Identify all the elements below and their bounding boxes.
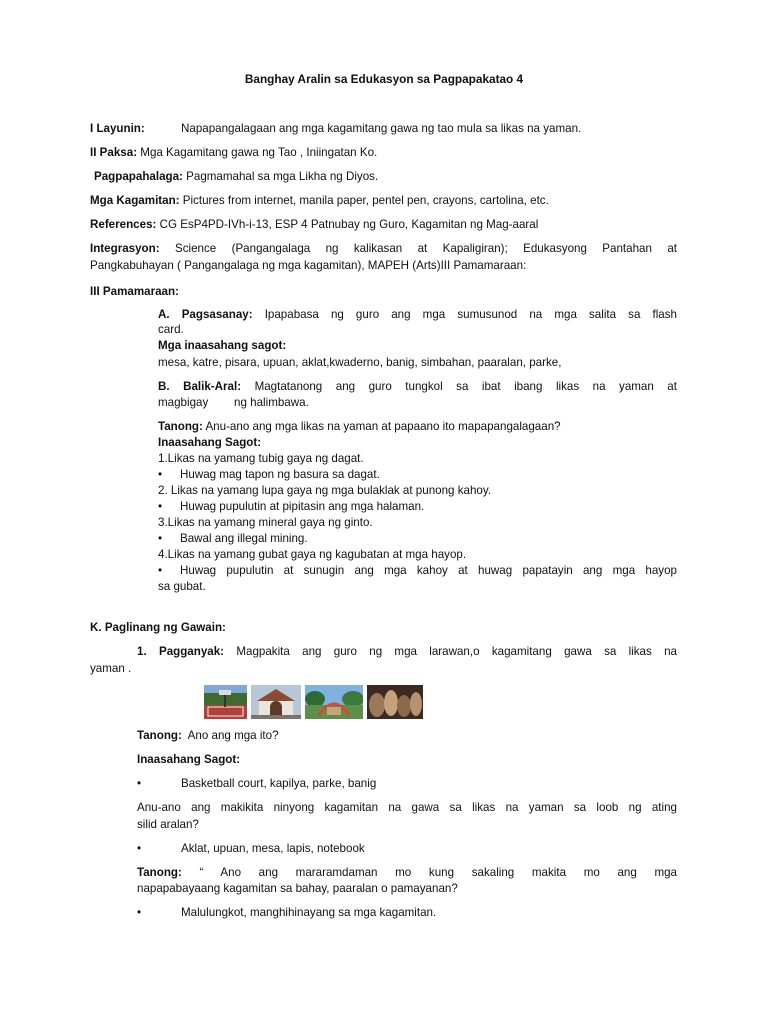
balik-aral-label: B. Balik-Aral: <box>158 380 242 393</box>
pagsasanay-line2: card. <box>158 323 184 336</box>
tanong2: Tanong: Ano ang mga ito? <box>137 729 279 742</box>
pagpapahalaga-text: Pagmamahal sa mga Likha ng Diyos. <box>182 170 379 183</box>
balik-aral-line2: magbigay ng halimbawa. <box>158 396 309 409</box>
image-strip <box>204 685 423 719</box>
basketball-court-photo <box>204 685 247 719</box>
answer-bullet-2: • Aklat, upuan, mesa, lapis, notebook <box>137 842 365 855</box>
tanong3-label: Tanong: <box>137 866 182 879</box>
list-item: • Huwag pupulutin at sunugin ang mga kahoy at huwag papatayin ang mga hayop <box>158 564 677 577</box>
pagsasanay-label: A. Pagsasanay: <box>158 308 253 321</box>
list-item: 3.Likas na yamang mineral gaya ng ginto. <box>158 516 373 529</box>
tanong3-line1: Tanong: “ Ano ang mararamdaman mo kung sakaling makita mo ang mga <box>137 866 677 879</box>
inaasahang2: Inaasahang Sagot: <box>137 753 241 766</box>
integrasyon-line1: Integrasyon: Science (Pangangalaga ng kalikasan at Kapaligiran); Edukasyong Pantahan at <box>90 242 677 255</box>
list-item: • Bawal ang illegal mining. <box>158 532 308 545</box>
kagamitan-label: Mga Kagamitan: <box>90 194 180 207</box>
paglinang-heading: K. Paglinang ng Gawain: <box>90 621 226 634</box>
park-photo <box>305 685 363 719</box>
bullet-icon: • <box>137 777 142 790</box>
layunin-label: I Layunin: <box>90 122 145 135</box>
list-item: 4.Likas na yamang gubat gaya ng kagubatan at mga hayop. <box>158 548 467 561</box>
pagpapahalaga-label: Pagpapahalaga: <box>94 170 183 183</box>
answer-bullet-3: • Malulungkot, manghihinayang sa mga kagamitan. <box>137 906 437 919</box>
tanong3-line2: napapabayaang kagamitan sa bahay, paaralan o pamayanan? <box>137 882 458 895</box>
bullet-icon: • <box>158 468 163 481</box>
list-item: 1.Likas na yamang tubig gaya ng dagat. <box>158 452 364 465</box>
pagganyak-line2: yaman . <box>90 662 132 675</box>
bullet-icon: • <box>158 564 163 577</box>
tanong1: Tanong: Anu-ano ang mga likas na yaman at papaano ito mapapangalagaan? <box>158 420 561 433</box>
pagganyak-label: 1. Pagganyak: <box>137 645 225 658</box>
bullet-icon: • <box>137 842 142 855</box>
list-item: 2. Likas na yamang lupa gaya ng mga bulaklak at punong kahoy. <box>158 484 492 497</box>
integrasyon-line2: Pangkabuhayan ( Pangangalaga ng mga kagamitan), MAPEH (Arts)III Pamamaraan: <box>90 259 527 272</box>
mat-photo <box>367 685 423 719</box>
list-item: • Huwag pupulutin at pipitasin ang mga halaman. <box>158 500 425 513</box>
pagsasanay-sagot-label: Mga inaasahang sagot: <box>158 339 287 352</box>
pagsasanay-line1: A. Pagsasanay: Ipapabasa ng guro ang mga sumusunod na mga salita sa flash <box>158 308 677 321</box>
balik-aral-line1: B. Balik-Aral: Magtatanong ang guro tungkol sa ibat ibang likas na yaman at <box>158 380 677 393</box>
bullet-icon: • <box>158 532 163 545</box>
question2-line1: Anu-ano ang makikita ninyong kagamitan na gawa sa likas na yaman sa loob ng ating <box>137 801 677 814</box>
pagganyak-line1: 1. Pagganyak: Magpakita ang guro ng mga larawan,o kagamitang gawa sa likas na <box>137 645 677 658</box>
references-section <box>90 217 690 233</box>
likas-list <box>158 451 677 594</box>
tanong2-label: Tanong: <box>137 729 182 742</box>
question2-line2: silid aralan? <box>137 818 199 831</box>
document-title: Banghay Aralin sa Edukasyon sa Pagpapakatao 4 <box>244 72 524 86</box>
pagsasanay-sagot: mesa, katre, pisara, upuan, aklat,kwaderno, banig, simbahan, paaralan, parke, <box>158 356 562 369</box>
references-label: References: <box>90 218 157 231</box>
pamamaraan-heading: III Pamamaraan: <box>90 285 179 298</box>
kagamitan-section <box>90 193 690 209</box>
paksa-section <box>90 145 690 161</box>
list-item-continued: sa gubat. <box>158 579 206 593</box>
inaasahang1: Inaasahang Sagot: <box>158 436 262 449</box>
bullet-icon: • <box>137 906 142 919</box>
layunin-text: Napapangalagaan ang mga kagamitang gawa ng tao mula sa likas na yaman. <box>181 122 582 135</box>
chapel-photo <box>251 685 301 719</box>
pagpapahalaga-section <box>94 169 694 185</box>
paksa-label: II Paksa: <box>90 146 138 159</box>
list-item: • Huwag mag tapon ng basura sa dagat. <box>158 468 380 481</box>
kagamitan-text: Pictures from internet, manila paper, pentel pen, crayons, cartolina, etc. <box>179 194 549 207</box>
references-text: CG EsP4PD-IVh-i-13, ESP 4 Patnubay ng Guro, Kagamitan ng Mag-aaral <box>156 218 539 231</box>
answer-bullet-1: • Basketball court, kapilya, parke, banig <box>137 777 377 790</box>
bullet-icon: • <box>158 500 163 513</box>
paksa-text: Mga Kagamitang gawa ng Tao , Iniingatan Ko. <box>137 146 378 159</box>
integrasyon-label: Integrasyon: <box>90 242 160 255</box>
tanong1-label: Tanong: <box>158 420 203 433</box>
